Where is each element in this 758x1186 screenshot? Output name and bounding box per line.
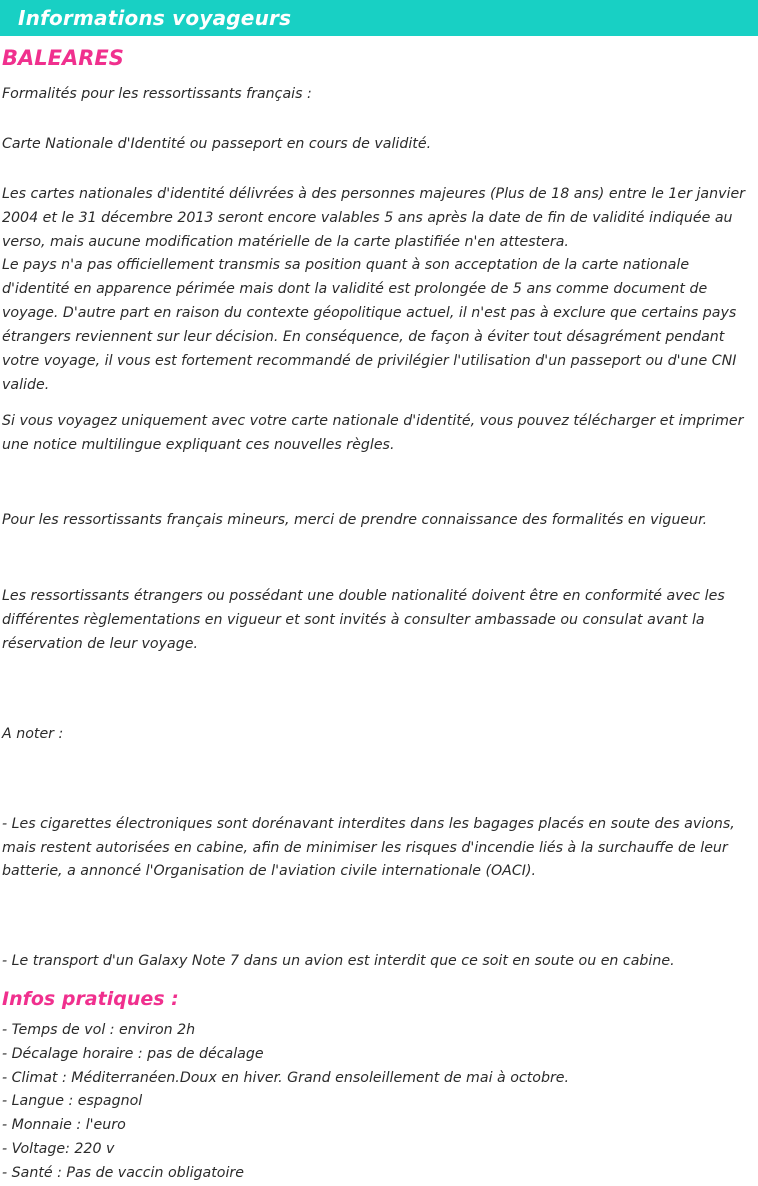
spacer	[0, 884, 758, 924]
note-cigarettes-text: - Les cigarettes électroniques sont dorénavant interdites dans les bagages placés en soute des avions, mais restent autorisées en cabine, afin de minimiser les risques d'incendie liés à la surchauffe de leur batterie, a annoncé l'Organisation de l'aviation civile internationale (OACI).	[2, 815, 735, 880]
a-noter-label: A noter :	[2, 725, 64, 742]
id-document-text: Carte Nationale d'Identité ou passeport en cours de validité.	[2, 136, 432, 153]
spacer	[0, 71, 758, 83]
spacer	[0, 533, 758, 573]
cni-validity-text: Les cartes nationales d'identité délivrées à des personnes majeures (Plus de 18 ans) entre le 1er janvier 2004 et le 31 décembre 2013 seront encore valables 5 ans après la date de fin de validité indiquée au verso, mais aucune modification matérielle de la carte plastifiée n'en attestera.	[2, 185, 746, 250]
spacer	[0, 697, 758, 723]
page-header	[0, 0, 758, 36]
spacer	[0, 787, 758, 813]
list-item: - Santé : Pas de vaccin obligatoire	[2, 1165, 244, 1182]
list-item: - Monnaie : l'euro	[2, 1117, 126, 1134]
list-item: - Voltage: 220 v	[2, 1141, 115, 1158]
country-position-text: Le pays n'a pas officiellement transmis sa position quant à son acceptation de la carte nationale d'identité en apparence périmée mais dont la validité est prolongée de 5 ans comme document de voyage. D'autre part en raison du contexte géopolitique actuel, il n'est pas à exclure que certains pays étrangers reviennent sur leur décision. En conséquence, de façon à éviter tout désagrément pendant votre voyage, il vous est fortement recommandé de privilégier l'utilisation d'un passeport ou d'une CNI valide.	[2, 257, 737, 393]
list-item: - Langue : espagnol	[2, 1093, 143, 1110]
document-content	[0, 46, 758, 1186]
mineurs-text: Pour les ressortissants français mineurs, merci de prendre connaissance des formalités en vigueur.	[2, 512, 708, 529]
list-item: - Temps de vol : environ 2h	[2, 1021, 196, 1038]
spacer	[0, 107, 758, 133]
spacer	[0, 457, 758, 497]
spacer	[0, 398, 758, 410]
spacer	[0, 657, 758, 697]
list-item: - Décalage horaire : pas de décalage	[2, 1045, 264, 1062]
etrangers-text: Les ressortissants étrangers ou possédant une double nationalité doivent être en conformité avec les différentes règlementations en vigueur et sont invités à consulter ambassade ou consulat avant la réservation de leur voyage.	[2, 588, 725, 652]
destination-title: BALEARES	[2, 46, 124, 70]
notice-multilingue-text: Si vous voyagez uniquement avec votre carte nationale d'identité, vous pouvez télécharger et imprimer une notice multilingue expliquant ces nouvelles règles.	[2, 412, 744, 453]
formalites-intro: Formalités pour les ressortissants français :	[2, 86, 312, 103]
spacer	[0, 924, 758, 950]
spacer	[0, 497, 758, 509]
spacer	[0, 157, 758, 183]
page-title: Informations voyageurs	[18, 6, 292, 30]
note-galaxy-text: - Le transport d'un Galaxy Note 7 dans un avion est interdit que ce soit en soute ou en cabine.	[2, 953, 675, 970]
spacer	[0, 747, 758, 787]
infos-pratiques-title: Infos pratiques :	[2, 988, 179, 1011]
list-item: - Climat : Méditerranéen.Doux en hiver. Grand ensoleillement de mai à octobre.	[2, 1069, 570, 1086]
spacer	[0, 573, 758, 585]
